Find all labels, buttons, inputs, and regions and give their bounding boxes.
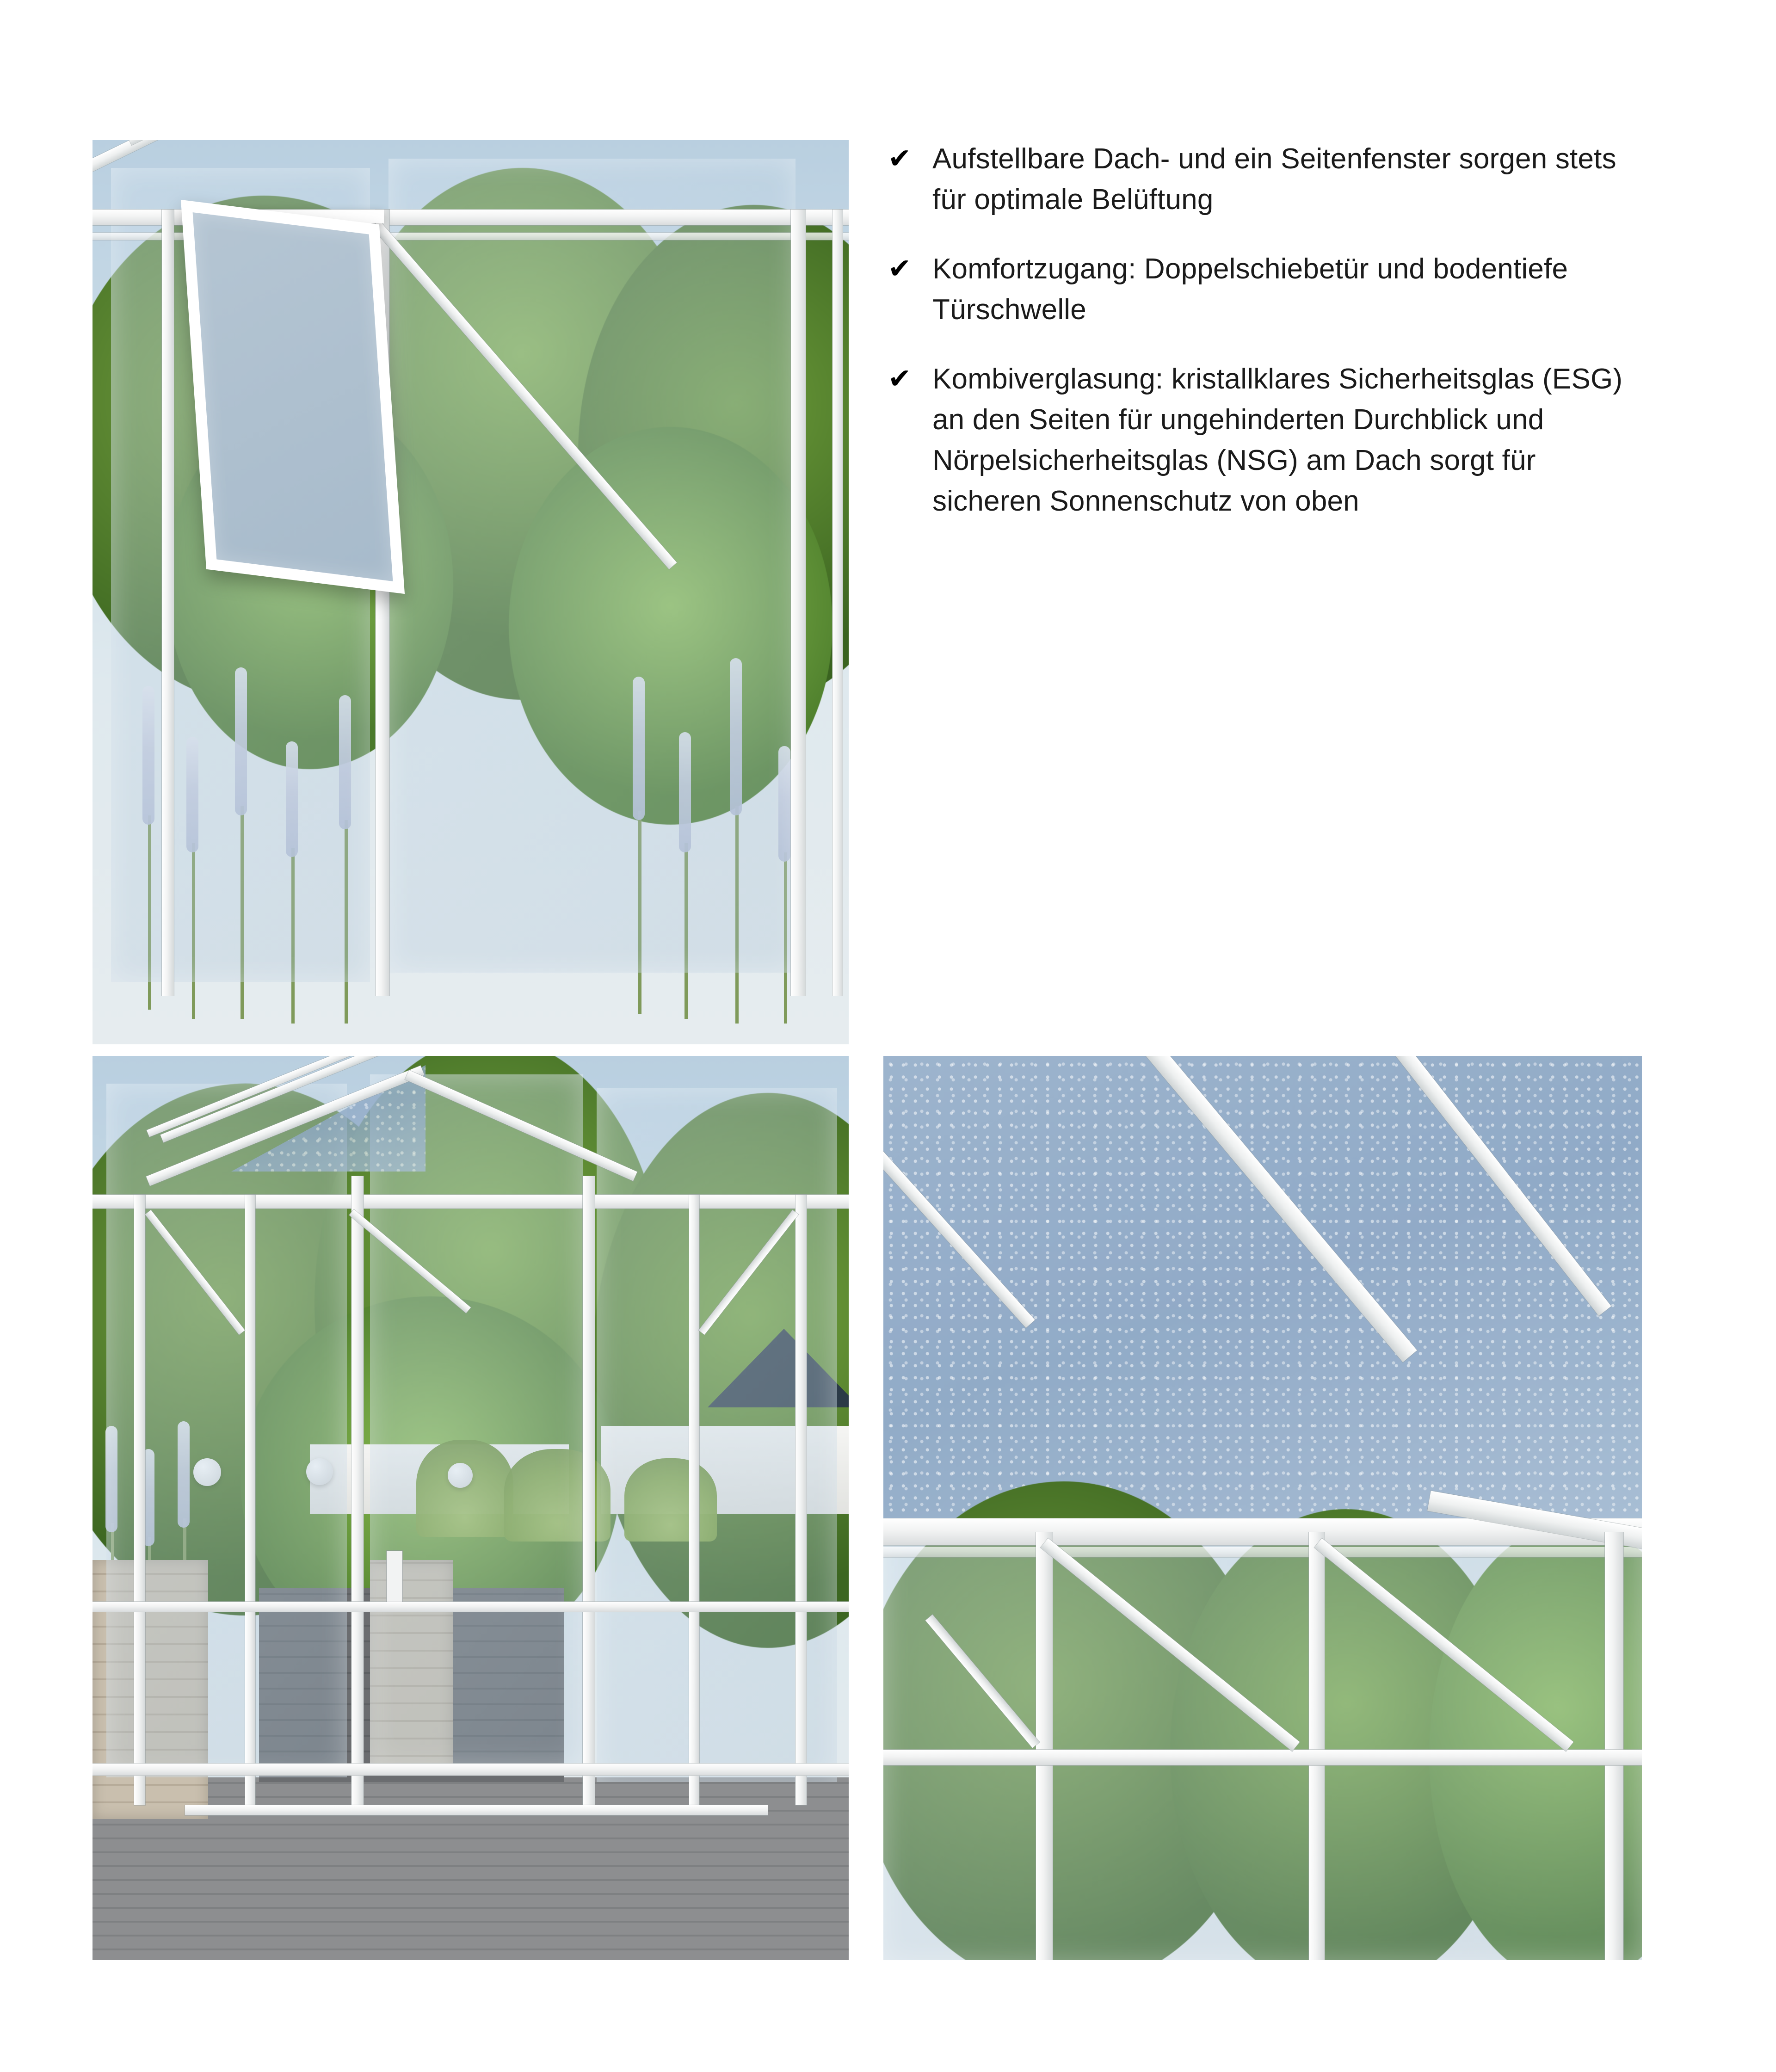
list-item xyxy=(888,139,1637,220)
post-bar xyxy=(689,1195,699,1805)
post-bar xyxy=(583,1176,595,1805)
feature-text-ventilation: Aufstellbare Dach- und ein Seitenfenster sorgen stets für optimale Belüftung xyxy=(932,143,1616,216)
door-handle xyxy=(387,1551,402,1602)
post-bar xyxy=(1036,1532,1053,1960)
eaves-beam-shadow xyxy=(883,1547,1642,1557)
threshold-bar xyxy=(185,1805,768,1815)
post-bar xyxy=(1605,1532,1623,1960)
list-item xyxy=(888,249,1637,330)
feature-text-access: Komfortzugang: Doppelschiebetür und bodentiefe Türschwelle xyxy=(932,253,1568,326)
glass-pane xyxy=(370,1074,583,1768)
feature-list xyxy=(888,139,1637,550)
check-icon: ✔ xyxy=(888,142,912,175)
post-bar xyxy=(245,1195,255,1805)
feature-text-glazing: Kombiverglasung: kristallklares Sicherheitsglas (ESG) an den Seiten für ungehinderten Durchblick und Nörpelsicherheitsglas (NSG) am Dach sorgt für sicheren Sonnenschutz von oben xyxy=(932,363,1623,518)
post-bar xyxy=(162,210,174,996)
rail-bar xyxy=(92,1602,849,1612)
image-sliding-door xyxy=(92,1056,849,1960)
rail-bar xyxy=(92,1764,849,1776)
check-icon: ✔ xyxy=(888,253,912,285)
image-roof-detail xyxy=(883,1056,1642,1960)
vent-window xyxy=(181,200,405,594)
post-bar xyxy=(791,210,806,996)
post-bar xyxy=(134,1195,145,1805)
check-icon: ✔ xyxy=(888,363,912,395)
post-bar xyxy=(1309,1532,1325,1960)
image-side-window xyxy=(92,140,849,1044)
rail-bar xyxy=(883,1750,1642,1765)
post-bar xyxy=(832,210,843,996)
glass-pane xyxy=(388,159,796,973)
post-bar xyxy=(796,1195,807,1805)
post-bar xyxy=(352,1176,364,1805)
list-item xyxy=(888,359,1637,522)
glass-pane xyxy=(883,1528,1642,1960)
eaves-bar xyxy=(92,1195,849,1209)
